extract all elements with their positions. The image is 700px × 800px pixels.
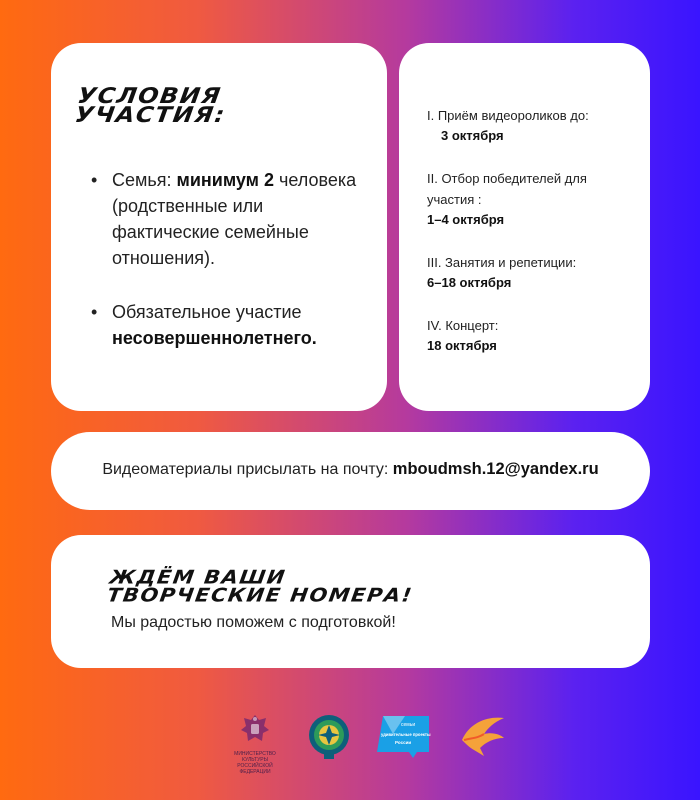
conditions-card (51, 43, 387, 411)
school-emblem-icon (306, 712, 352, 762)
schedule-date-1: 3 октября (441, 128, 504, 143)
conditions-heading (73, 83, 230, 128)
ministry-logo-text: МИНИСТЕРСТВО КУЛЬТУРЫ РОССИЙСКОЙ ФЕДЕРАЦИИ (234, 751, 276, 775)
call-title-line2: ТВОРЧЕСКИЕ НОМЕРА! (105, 584, 415, 606)
schedule-stage-2: II. Отбор победителей для участия : (427, 171, 587, 207)
schedule-stage-3: III. Занятия и репетиции: (427, 255, 577, 270)
email-address[interactable]: mboudmsh.12@yandex.ru (392, 460, 599, 478)
email-banner (51, 432, 650, 510)
email-line (51, 460, 650, 479)
conditions-list (91, 167, 363, 351)
family-logo-main: удивительные проекты (381, 732, 431, 737)
condition-family-size: • Семья: минимум 2 человека (родственные или фактические семейные отношения). (91, 167, 363, 271)
call-to-action-card (51, 535, 650, 668)
family-logo-bottom: России (395, 740, 412, 745)
conditions-heading-line1: УСЛОВИЯ (75, 83, 224, 109)
bullet-icon: • (91, 302, 98, 322)
swallow-logo-icon (458, 712, 508, 760)
schedule-stage-4: IV. Концерт: (427, 318, 499, 333)
schedule-date-2: 1–4 октября (427, 212, 505, 227)
email-label: Видеоматериалы присылать на почту: (102, 461, 393, 478)
ministry-culture-logo (226, 712, 284, 775)
schedule-list (427, 105, 632, 355)
conditions-heading-line2: УЧАСТИЯ: (73, 102, 228, 128)
call-title-line1: ЖДЁМ ВАШИ (108, 566, 288, 588)
bullet-icon: • (91, 170, 98, 190)
family-logo-top: семьи (401, 722, 416, 728)
schedule-date-3: 6–18 октября (427, 275, 512, 290)
eagle-emblem-icon (238, 712, 272, 746)
schedule-date-4: 18 октября (427, 338, 497, 353)
call-title (106, 568, 417, 604)
schedule-card (399, 43, 650, 411)
schedule-stage-1: I. Приём видеороликов до: (427, 108, 589, 123)
call-subtitle: Мы радостью поможем с подготовкой! (111, 614, 396, 631)
condition-minor-participation: • Обязательное участие несовершеннолетнего. (91, 299, 363, 351)
family-projects-logo (375, 712, 431, 760)
